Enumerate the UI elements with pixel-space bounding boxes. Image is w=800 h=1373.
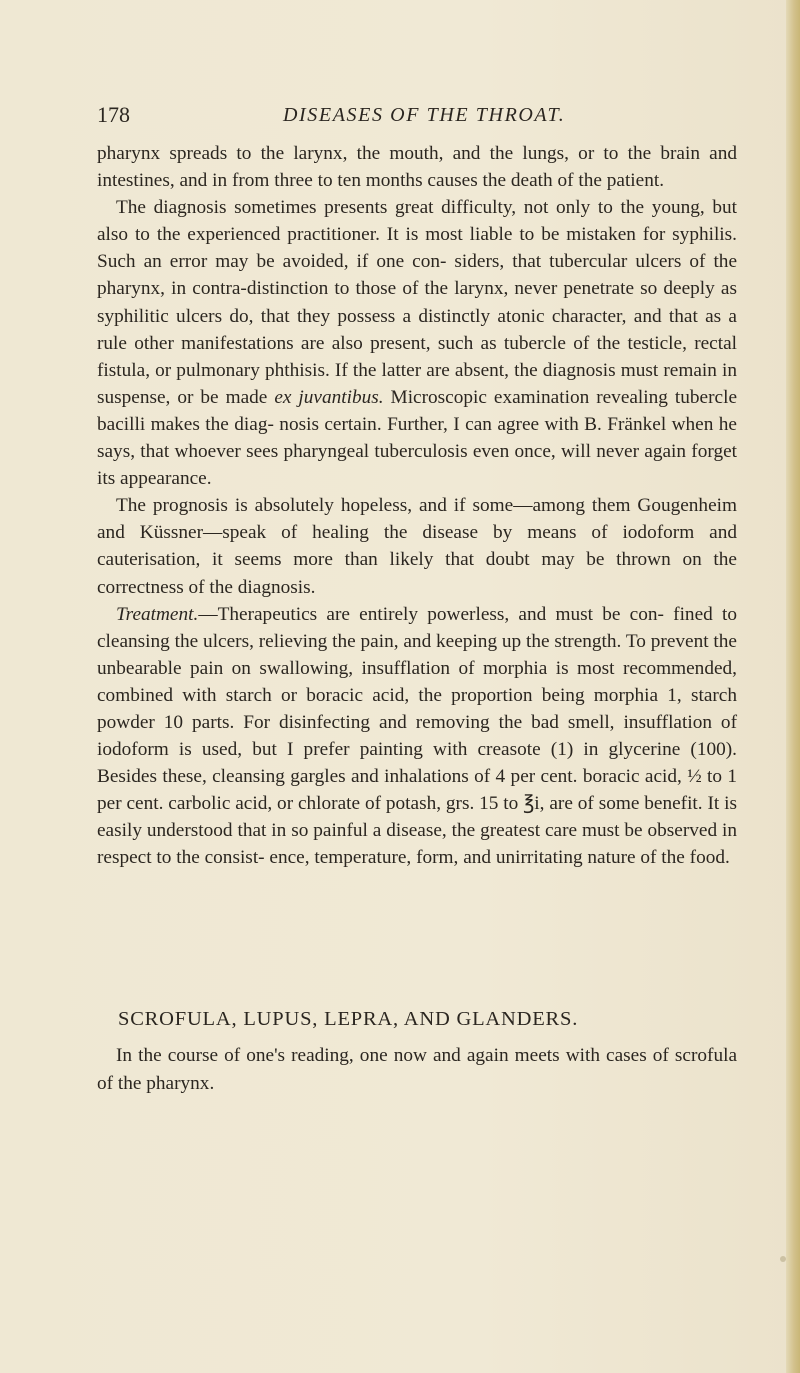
paragraph-prognosis: The prognosis is absolutely hopeless, and if some—among them Gougenheim and Küssner—speak of healing the disease by means of iodoform and cauterisation, it seems more than likely that doubt may be thrown on the correctness of the diagnosis. xyxy=(97,495,737,598)
page-edge xyxy=(786,0,800,1373)
page-number: 178 xyxy=(97,102,130,127)
diagnosis-text: The diagnosis sometimes presents great difficulty, not only to the young, but also to the experienced practitioner. It is most liable to be mistaken for syphilis. Such an error may be avoided, if one con- siders, that tubercular ulcers of the pharynx, in contra-distinction to those of the larynx, never penetrate so deeply as syphilitic ulcers do, that they possess a distinctly atonic character, and that as a rule other manifestations are also present, such as tubercle of the testicle, rectal fistula, or pulmonary phthisis. If the latter are absent, the diagnosis must remain in suspense, or be made xyxy=(97,197,737,408)
treatment-text: —Therapeutics are entirely powerless, and must be con- fined to cleansing the ulcers, relieving the pain, and keeping up the strength. To prevent the unbearable pain on swallowing, insufflation of morphia is most recommended, combined with starch or boracic acid, the proportion being morphia 1, starch powder 10 parts. For disinfecting and removing the bad smell, insufflation of iodoform is used, but I prefer painting with creasote (1) in glycerine (100). Besides these, cleansing gargles and inhalations of 4 per cent. boracic acid, ½ to 1 per cent. carbolic acid, or chlorate of potash, grs. 15 to ℥i, are of some benefit. It is easily understood that in so painful a disease, the greatest care must be observed in respect to the consist- ence, temperature, form, and unirritating nature of the food. xyxy=(97,603,737,869)
paragraph-scrofula: In the course of one's reading, one now and again meets with cases of scrofula of the pharynx. xyxy=(97,1045,737,1094)
section-heading: SCROFULA, LUPUS, LEPRA, AND GLANDERS. xyxy=(118,1008,579,1030)
diagnosis-text-end: Microscopic examination revealing tubercle bacilli makes the diag- nosis certain. Further, I can agree with B. Fränkel when he says, that whoever sees pharyngeal tuberculosis even once, will never again forget its appearance. xyxy=(97,386,738,490)
page-header xyxy=(97,100,737,130)
treatment-label: Treatment. xyxy=(116,603,199,625)
paper-spot xyxy=(780,1256,786,1262)
paragraph-treatment xyxy=(97,601,737,872)
running-head: DISEASES OF THE THROAT. xyxy=(283,104,566,126)
body-text xyxy=(97,140,737,872)
section-body xyxy=(97,1042,737,1097)
paragraph-continuation: pharynx spreads to the larynx, the mouth, and the lungs, or to the brain and intestines, and in from three to ten months causes the death of the patient. xyxy=(97,143,737,192)
paragraph-diagnosis xyxy=(97,194,737,492)
latin-phrase: ex juvantibus. xyxy=(274,386,384,408)
